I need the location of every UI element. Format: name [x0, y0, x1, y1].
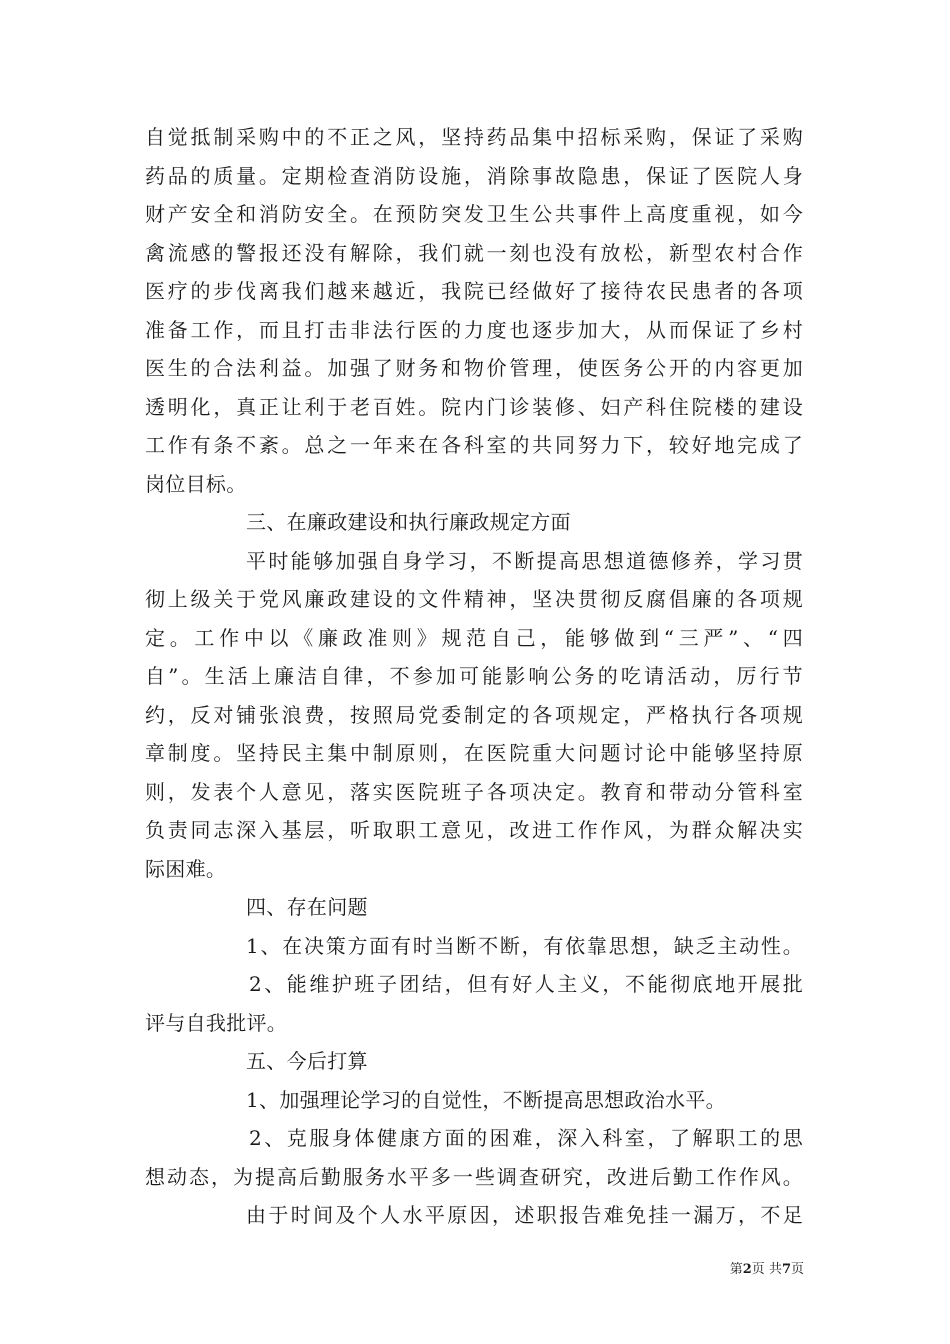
- text-line: 由于时间及个人水平原因，述职报告难免挂一漏万，不足: [246, 1203, 803, 1227]
- text-line: 2、克服身体健康方面的困难，深入科室，了解职工的思: [249, 1126, 803, 1150]
- text-line: 药品的质量。定期检查消防设施，消除事故隐患，保证了医院人身: [145, 163, 803, 188]
- footer-page-number: 2: [742, 1262, 752, 1277]
- text-line: 定。工作中以《廉政准则》规范自己，能够做到“三严”、“四: [145, 625, 803, 650]
- text-line: 准备工作，而且打击非法行医的力度也逐步加大，从而保证了乡村: [145, 317, 803, 342]
- text-line: 财产安全和消防安全。在预防突发卫生公共事件上高度重视，如今: [145, 202, 803, 226]
- footer-middle: 页 共: [751, 1262, 782, 1277]
- text-line: 负责同志深入基层，听取职工意见，改进工作作风，为群众解决实: [145, 818, 803, 842]
- footer-total-pages: 7: [781, 1262, 791, 1277]
- text-line: 则，发表个人意见，落实医院班子各项决定。教育和带动分管科室: [145, 779, 803, 804]
- text-line: 自”。生活上廉洁自律，不参加可能影响公务的吃请活动，厉行节: [145, 664, 803, 688]
- text-line: 工作有条不紊。总之一年来在各科室的共同努力下，较好地完成了: [145, 433, 803, 457]
- footer-suffix: 页: [790, 1262, 804, 1277]
- text-line: 医疗的步伐离我们越来越近，我院已经做好了接待农民患者的各项: [145, 279, 803, 303]
- text-line: 际困难。: [145, 856, 227, 881]
- text-line: 1、在决策方面有时当断不断，有依靠思想，缺乏主动性。: [246, 933, 803, 958]
- text-line: 平时能够加强自身学习，不断提高思想道德修养，学习贯: [246, 548, 803, 573]
- text-line: 彻上级关于党风廉政建设的文件精神，坚决贯彻反腐倡廉的各项规: [145, 587, 803, 611]
- document-body: [145, 118, 803, 1235]
- text-line: 禽流感的警报还没有解除，我们就一刻也没有放松，新型农村合作: [145, 240, 803, 265]
- page-footer: [730, 1262, 804, 1278]
- text-line: 章制度。坚持民主集中制原则，在医院重大问题讨论中能够坚持原: [145, 741, 803, 765]
- text-line: 自觉抵制采购中的不正之风，坚持药品集中招标采购，保证了采购: [145, 125, 803, 149]
- section-heading: 三、在廉政建设和执行廉政规定方面: [246, 510, 571, 534]
- text-line: 医生的合法利益。加强了财务和物价管理，使医务公开的内容更加: [145, 356, 803, 380]
- text-line: 岗位目标。: [145, 471, 247, 496]
- text-line: 评与自我批评。: [145, 1010, 288, 1035]
- section-heading: 四、存在问题: [246, 895, 368, 919]
- text-line: 1、加强理论学习的自觉性，不断提高思想政治水平。: [246, 1087, 726, 1112]
- text-line: 约，反对铺张浪费，按照局党委制定的各项规定，严格执行各项规: [145, 702, 803, 727]
- text-line: 透明化，真正让利于老百姓。院内门诊装修、妇产科住院楼的建设: [145, 394, 803, 419]
- footer-prefix: 第: [729, 1262, 743, 1277]
- section-heading: 五、今后打算: [246, 1049, 368, 1073]
- text-line: 2、能维护班子团结，但有好人主义，不能彻底地开展批: [249, 972, 803, 996]
- text-line: 想动态，为提高后勤服务水平多一些调查研究，改进后勤工作作风。: [145, 1164, 803, 1189]
